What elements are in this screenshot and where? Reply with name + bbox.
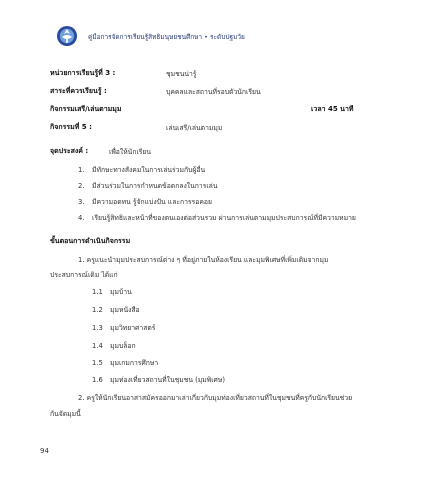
content-label: สาระที่ควรเรียนรู้ : (50, 87, 107, 95)
corner-text: มุมบ้าน (110, 288, 132, 296)
header-title: คู่มือการจัดการเรียนรู้สิทธิมนุษยชนศึกษา • ระดับปฐมวัย (88, 33, 245, 41)
objective-text: มีทักษะทางสังคมในการเล่นร่วมกับผู้อื่น (92, 166, 206, 174)
objective-item-3 (78, 196, 212, 207)
corner-text: มุมท่องเที่ยวสถานที่ในชุมชน (มุมพิเศษ) (110, 376, 225, 384)
step2-line2: กันจัดมุมนี้ (50, 410, 81, 418)
corner-item-2 (92, 304, 140, 315)
activity-label: กิจกรรมเสรี/เล่นตามมุม (50, 105, 122, 113)
corner-text: มุมบล็อก (110, 342, 136, 350)
step1-line1: 1. ครูแนะนำมุมประสบการณ์ต่าง ๆ ที่อยู่ภายในห้องเรียน และมุมพิเศษที่เพิ่มเติมจากมุม (78, 256, 329, 264)
corner-item-4 (92, 340, 136, 351)
objectives-label: จุดประสงค์ : (50, 147, 89, 155)
objective-text: มีส่วนร่วมในการกำหนดข้อตกลงในการเล่น (92, 182, 218, 190)
corner-item-3 (92, 322, 155, 333)
unit-value: ชุมชนน่ารู้ (166, 70, 197, 78)
organization-logo-icon (56, 25, 78, 47)
corner-num: 1.4 (92, 342, 103, 350)
objectives-intro: เพื่อให้นักเรียน (109, 148, 152, 156)
objective-text: เรียนรู้สิทธิและหน้าที่ของตนเองต่อส่วนรวม ผ่านการเล่นตามมุมประสบการณ์ที่มีความหมาย (92, 214, 356, 222)
page-header (48, 22, 408, 50)
step2-line1: 2. ครูให้นักเรียนอาสาสมัครออกมาเล่าเกี่ยวกับมุมท่องเที่ยวสถานที่ในชุมชนที่ครูกับนักเรียนช่วย (78, 394, 353, 402)
unit-label: หน่วยการเรียนรู้ที่ 3 : (50, 69, 116, 77)
corner-item-5 (92, 357, 158, 368)
step1-line2: ประสบการณ์เดิม ได้แก่ (50, 271, 118, 279)
objective-num: 2. (78, 182, 85, 190)
corner-num: 1.1 (92, 288, 103, 296)
corner-num: 1.6 (92, 376, 103, 384)
content-value: บุคคลและสถานที่รอบตัวนักเรียน (166, 88, 261, 96)
page-number: 94 (40, 447, 49, 455)
objective-text: มีความอดทน รู้จักแบ่งปัน และการรอคอย (92, 198, 212, 206)
activity5-label: กิจกรรมที่ 5 : (50, 123, 92, 131)
corner-item-6 (92, 374, 225, 385)
objective-num: 4. (78, 214, 85, 222)
corner-num: 1.5 (92, 359, 103, 367)
steps-heading: ขั้นตอนการดำเนินกิจกรรม (50, 237, 131, 245)
time-label: เวลา 45 นาที (311, 105, 354, 113)
activity5-value: เล่นเสรี/เล่นตามมุม (166, 124, 223, 132)
corner-text: มุมเกมการศึกษา (110, 359, 159, 367)
objective-num: 3. (78, 198, 85, 206)
corner-num: 1.2 (92, 306, 103, 314)
objective-item-2 (78, 180, 217, 191)
objective-item-4 (78, 212, 356, 223)
corner-text: มุมวิทยาศาสตร์ (110, 324, 156, 332)
corner-text: มุมหนังสือ (110, 306, 140, 314)
objective-num: 1. (78, 166, 85, 174)
corner-item-1 (92, 286, 132, 297)
corner-num: 1.3 (92, 324, 103, 332)
objective-item-1 (78, 164, 205, 175)
